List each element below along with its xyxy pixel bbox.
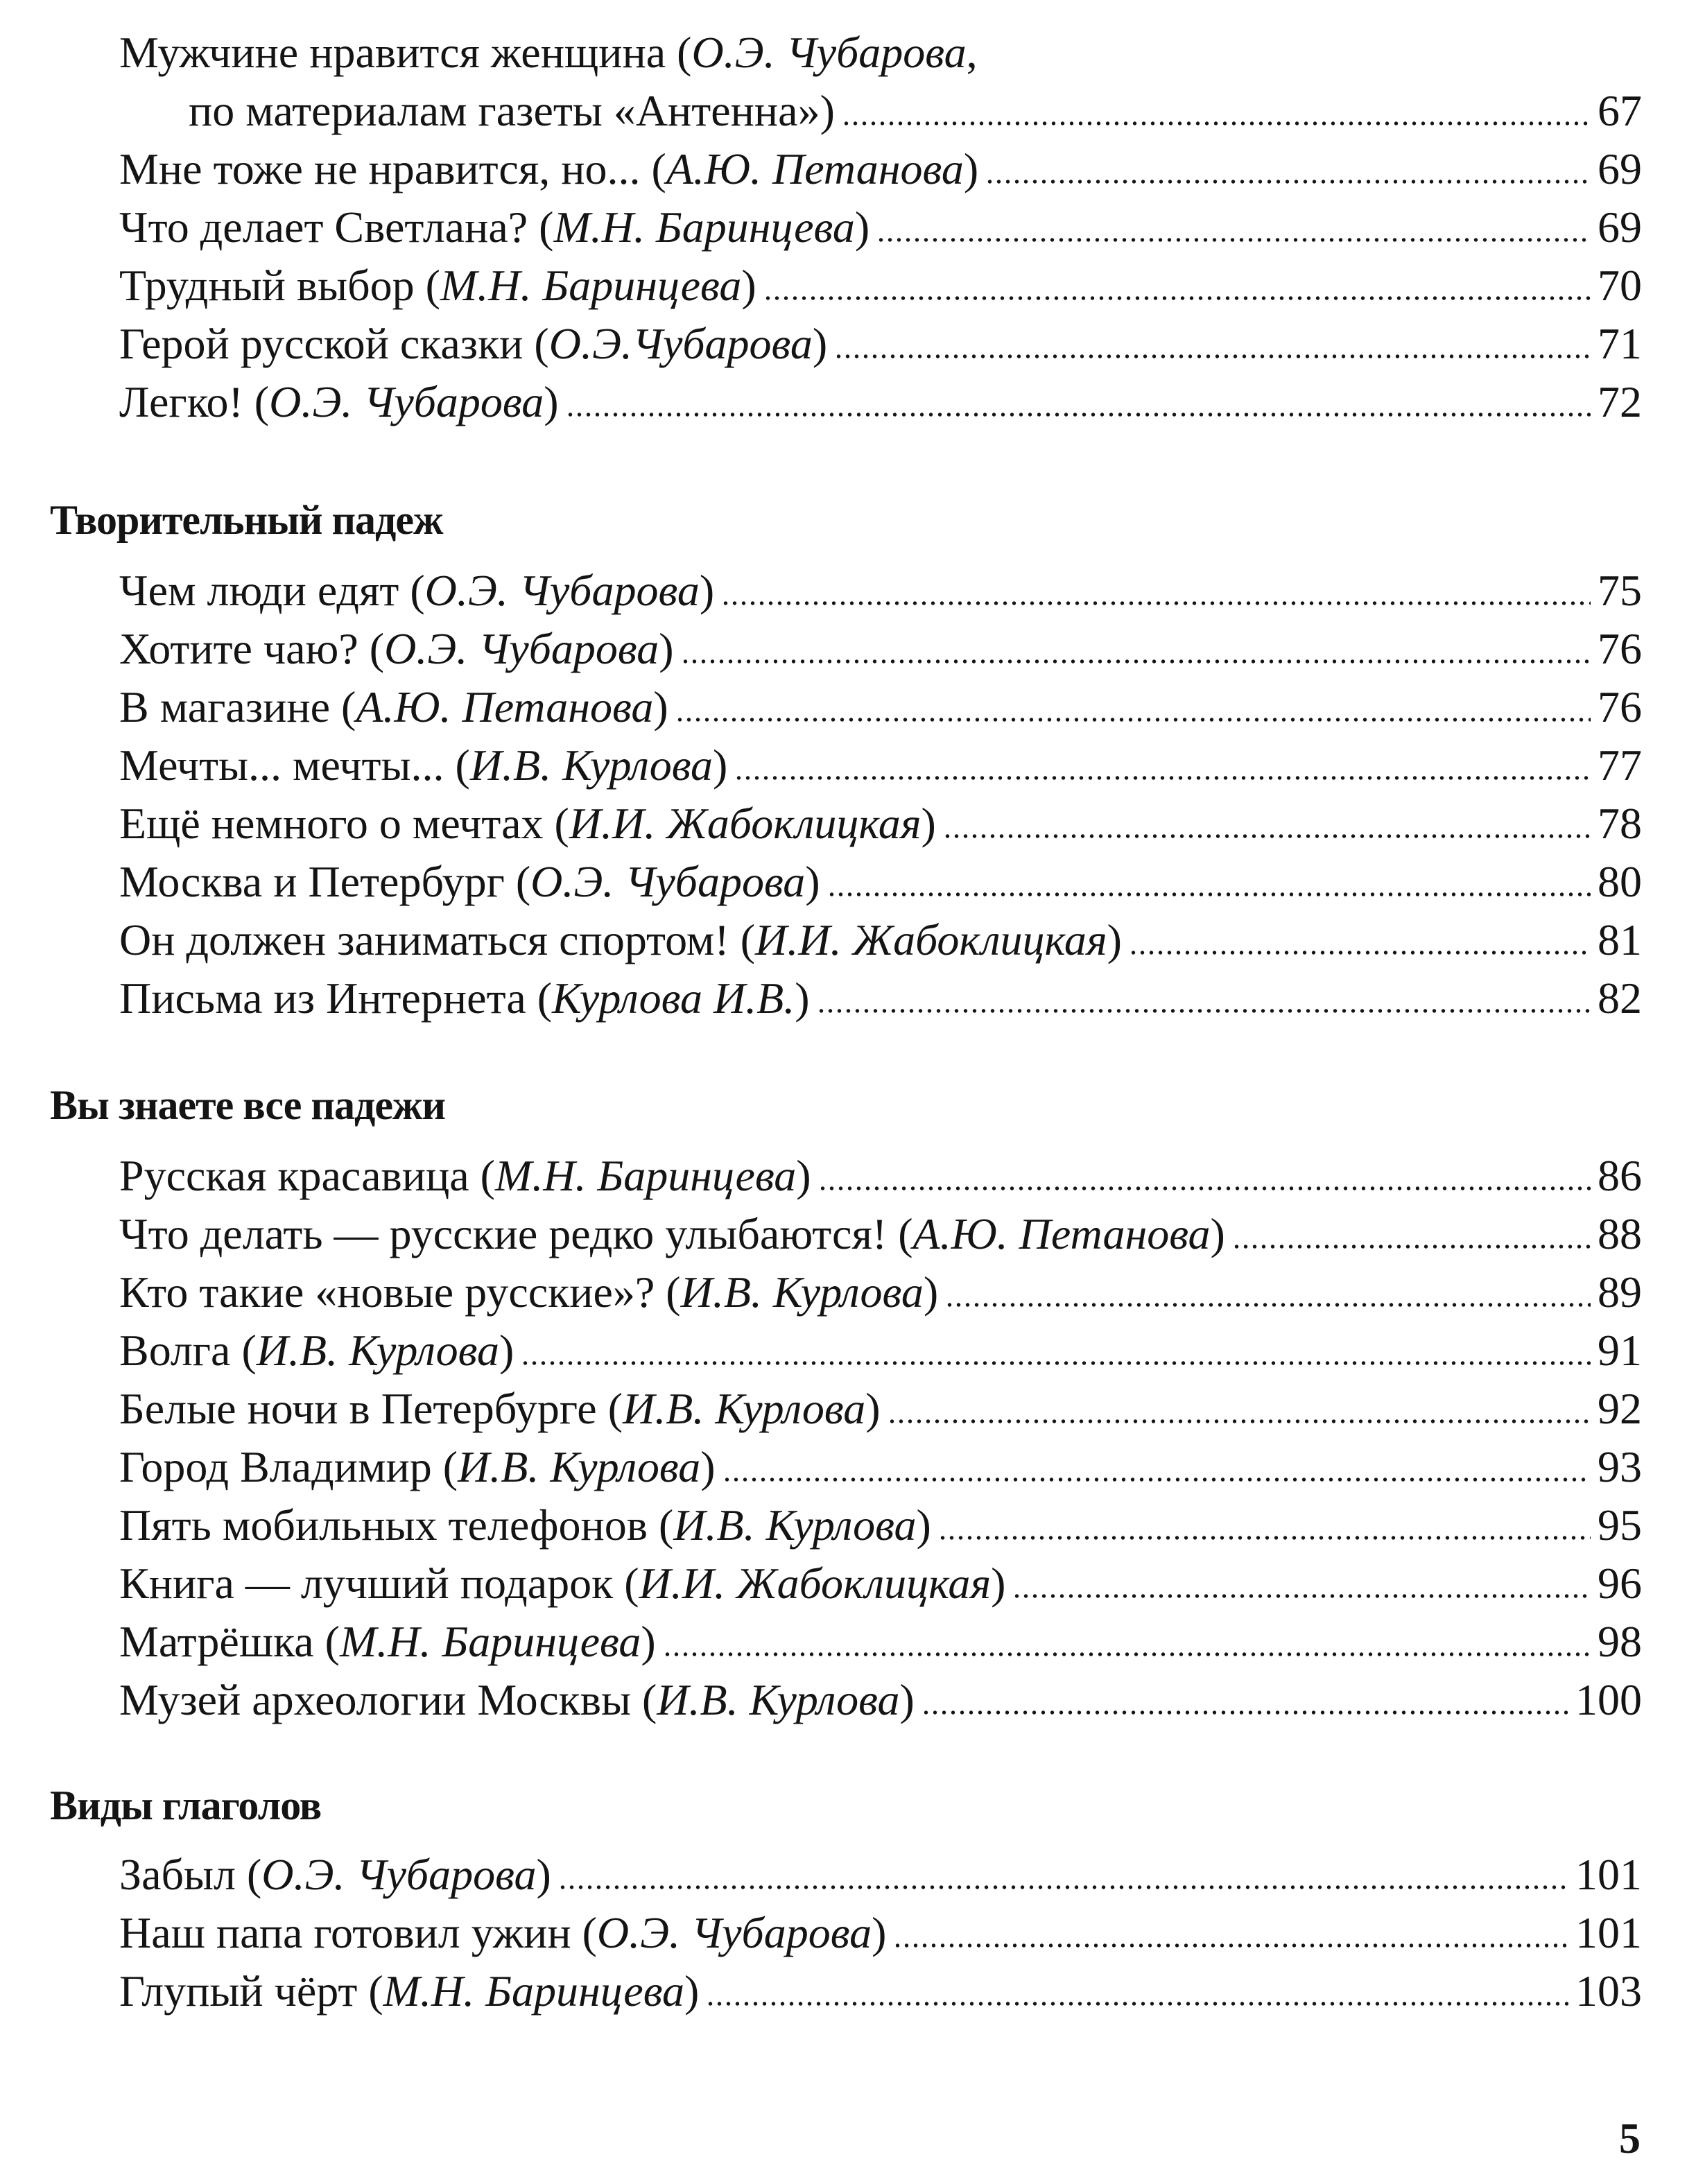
entry-page: 82: [1598, 973, 1642, 1023]
entry-close: ): [499, 1326, 514, 1375]
entry-title: Глупый чёрт (: [119, 1966, 383, 2016]
toc-entry: [119, 1672, 1642, 1728]
entry-author: О.Э. Чубарова: [424, 566, 700, 615]
toc-entry: [119, 1964, 1642, 2019]
toc-entry: [189, 83, 1642, 139]
dot-leader: [721, 601, 1591, 605]
toc-entry: [119, 200, 1642, 255]
entry-page: 69: [1598, 144, 1642, 193]
dot-leader: [722, 1477, 1591, 1482]
entry-author: О.Э. Чубарова: [384, 624, 659, 673]
entry-title: Он должен заниматься спортом! (: [119, 915, 755, 964]
entry-author: О.Э. Чубарова: [261, 1850, 537, 1899]
entry-title: Ещё немного о мечтах (: [119, 799, 569, 848]
entry-page: 92: [1598, 1384, 1642, 1433]
entry-close: ): [796, 1151, 811, 1200]
toc-entry: [119, 1498, 1642, 1553]
dot-leader: [566, 413, 1591, 417]
entry-author: И.В. Курлова: [673, 1500, 917, 1550]
entry-title: Легко! (: [119, 377, 270, 426]
entry-author: О.Э. Чубарова: [530, 857, 806, 906]
entry-close: ): [544, 377, 559, 426]
entry-page: 69: [1598, 202, 1642, 252]
entry-author: М.Н. Баринцева: [494, 1151, 797, 1200]
entry-close: ): [921, 799, 936, 848]
dot-leader: [842, 121, 1591, 125]
entry-title: Музей археологии Москвы (: [119, 1675, 657, 1724]
entry-close: ): [805, 857, 820, 906]
entry-author: И.И. Жабоклицкая: [639, 1559, 992, 1608]
dot-leader: [1232, 1245, 1591, 1249]
entry-title: Кто такие «новые русские»? (: [119, 1267, 681, 1317]
dot-leader: [985, 180, 1591, 184]
entry-author: О.Э. Чубарова: [269, 377, 544, 426]
entry-close: ): [684, 1966, 700, 2016]
entry-close: ): [536, 1850, 551, 1899]
entry-page: 101: [1575, 1850, 1642, 1899]
entry-title: Что делать — русские редко улыбаются! (: [119, 1209, 913, 1258]
entry-page: 70: [1598, 261, 1642, 310]
dot-leader: [945, 1303, 1591, 1307]
entry-author: И.И. Жабоклицкая: [569, 799, 921, 848]
dot-leader: [834, 354, 1591, 358]
section-heading: Вы знаете все падежи: [50, 1082, 446, 1128]
entry-close: ): [923, 1267, 939, 1317]
entry-title: Белые ночи в Петербурге (: [119, 1384, 623, 1433]
entry-title: по материалам газеты «Антенна»): [189, 86, 835, 135]
entry-title: Волга (: [119, 1326, 257, 1375]
toc-entry: [119, 258, 1642, 313]
dot-leader: [943, 834, 1591, 838]
toc-entry: [119, 854, 1642, 910]
dot-leader: [763, 296, 1591, 300]
toc-entry: [119, 1206, 1642, 1262]
entry-title: Забыл (: [119, 1850, 262, 1899]
toc-entry: [119, 738, 1642, 793]
entry-page: 95: [1598, 1500, 1642, 1550]
toc-entry: [119, 1381, 1642, 1437]
entry-close: ): [872, 1908, 887, 1957]
entry-author: И.В. Курлова: [680, 1267, 924, 1317]
entry-close: ): [1210, 1209, 1225, 1258]
toc-entry: [119, 1905, 1642, 1961]
entry-close: ): [641, 1617, 656, 1666]
entry-author: М.Н. Баринцева: [440, 261, 742, 310]
entry-close: ): [865, 1384, 881, 1433]
dot-leader: [734, 776, 1591, 780]
dot-leader: [817, 1009, 1591, 1013]
entry-close: ): [713, 740, 728, 790]
toc-entry: [119, 1439, 1642, 1495]
entry-page: 91: [1598, 1326, 1642, 1375]
entry-title: Русская красавица (: [119, 1151, 495, 1200]
toc-entry: [119, 374, 1642, 430]
entry-author: М.Н. Баринцева: [339, 1617, 641, 1666]
toc-entry: [119, 796, 1642, 851]
entry-author: И.И. Жабоклицкая: [755, 915, 1107, 964]
entry-page: 75: [1598, 566, 1642, 615]
entry-author: Курлова И.В.: [552, 973, 795, 1023]
toc-entry: [119, 563, 1642, 618]
entry-title: Город Владимир (: [119, 1442, 458, 1491]
dot-leader: [1012, 1594, 1591, 1598]
entry-author: И.В. Курлова: [256, 1326, 499, 1375]
dot-leader: [663, 1652, 1591, 1656]
toc-entry: [119, 1614, 1642, 1670]
dot-leader: [921, 1710, 1568, 1715]
entry-close: ): [963, 144, 979, 193]
page-number: 5: [1619, 2115, 1641, 2163]
toc-entry: [119, 1323, 1642, 1378]
entry-title: Мне тоже не нравится, но... (: [119, 144, 666, 193]
toc-entry: [119, 316, 1642, 372]
entry-page: 71: [1598, 319, 1642, 368]
entry-close: ): [991, 1559, 1006, 1608]
entry-page: 101: [1575, 1908, 1642, 1957]
toc-entry: [119, 912, 1642, 968]
entry-author: И.В. Курлова: [458, 1442, 701, 1491]
entry-page: 67: [1598, 86, 1642, 135]
entry-close: ): [795, 973, 810, 1023]
entry-author: О.Э. Чубарова: [596, 1908, 872, 1957]
dot-leader: [827, 892, 1591, 896]
dot-leader: [876, 238, 1591, 242]
section-heading: Виды глаголов: [50, 1783, 322, 1828]
dot-leader: [1129, 951, 1591, 955]
entry-title: Трудный выбор (: [119, 261, 440, 310]
entry-author: О.Э. Чубарова: [691, 28, 967, 77]
toc-entry-title-only: [119, 25, 1642, 80]
dot-leader: [818, 1186, 1591, 1190]
entry-title: Письма из Интернета (: [119, 973, 553, 1023]
dot-leader: [706, 2002, 1568, 2006]
entry-author: А.Ю. Петанова: [356, 682, 654, 731]
dot-leader: [888, 1419, 1591, 1423]
entry-page: 77: [1598, 740, 1642, 790]
entry-title: Герой русской сказки (: [119, 319, 549, 368]
entry-close: ): [854, 202, 870, 252]
dot-leader: [893, 1943, 1568, 1948]
dot-leader: [558, 1885, 1568, 1889]
entry-page: 86: [1598, 1151, 1642, 1200]
entry-page: 80: [1598, 857, 1642, 906]
entry-close: ): [812, 319, 828, 368]
section-heading: Творительный падеж: [50, 497, 443, 543]
toc-entry: [119, 1556, 1642, 1611]
entry-close: ): [700, 1442, 716, 1491]
toc-entry: [119, 971, 1642, 1026]
toc-entry: [119, 1265, 1642, 1320]
entry-close: ): [741, 261, 756, 310]
entry-page: 72: [1598, 377, 1642, 426]
entry-page: 88: [1598, 1209, 1642, 1258]
entry-title: Чем люди едят (: [119, 566, 425, 615]
entry-title: Мечты... мечты... (: [119, 740, 470, 790]
entry-close: ): [916, 1500, 931, 1550]
entry-close: ): [653, 682, 668, 731]
entry-author: М.Н. Баринцева: [383, 1966, 685, 2016]
entry-title: Москва и Петербург (: [119, 857, 531, 906]
dot-leader: [521, 1361, 1591, 1365]
entry-close: ): [699, 566, 715, 615]
toc-entry: [119, 1148, 1642, 1204]
entry-author: О.Э.Чубарова: [548, 319, 813, 368]
entry-title: Мужчине нравится женщина (: [119, 28, 692, 77]
toc-entry: [119, 621, 1642, 677]
toc-entry: [119, 141, 1642, 197]
entry-title: Хотите чаю? (: [119, 624, 385, 673]
dot-leader: [675, 718, 1591, 722]
entry-author: М.Н. Баринцева: [553, 202, 855, 252]
entry-page: 100: [1575, 1675, 1642, 1724]
entry-author: И.В. Курлова: [623, 1384, 866, 1433]
entry-author: А.Ю. Петанова: [666, 144, 964, 193]
toc-entry: [119, 679, 1642, 735]
entry-author: И.В. Курлова: [657, 1675, 900, 1724]
entry-page: 76: [1598, 624, 1642, 673]
entry-title: Что делает Светлана? (: [119, 202, 554, 252]
entry-page: 98: [1598, 1617, 1642, 1666]
entry-page: 93: [1598, 1442, 1642, 1491]
entry-page: 81: [1598, 915, 1642, 964]
entry-page: 78: [1598, 799, 1642, 848]
entry-close: ): [899, 1675, 915, 1724]
entry-title: Пять мобильных телефонов (: [119, 1500, 674, 1550]
entry-title: Наш папа готовил ужин (: [119, 1908, 597, 1957]
entry-title: Книга — лучший подарок (: [119, 1559, 639, 1608]
entry-close: ,: [966, 28, 978, 77]
entry-title: Матрёшка (: [119, 1617, 340, 1666]
entry-author: А.Ю. Петанова: [912, 1209, 1211, 1258]
dot-leader: [681, 659, 1591, 664]
entry-close: ): [1107, 915, 1122, 964]
entry-page: 76: [1598, 682, 1642, 731]
entry-page: 89: [1598, 1267, 1642, 1317]
toc-entry: [119, 1847, 1642, 1903]
entry-page: 103: [1575, 1966, 1642, 2016]
dot-leader: [938, 1536, 1591, 1540]
entry-page: 96: [1598, 1559, 1642, 1608]
entry-title: В магазине (: [119, 682, 356, 731]
entry-close: ): [659, 624, 674, 673]
entry-author: И.В. Курлова: [469, 740, 713, 790]
